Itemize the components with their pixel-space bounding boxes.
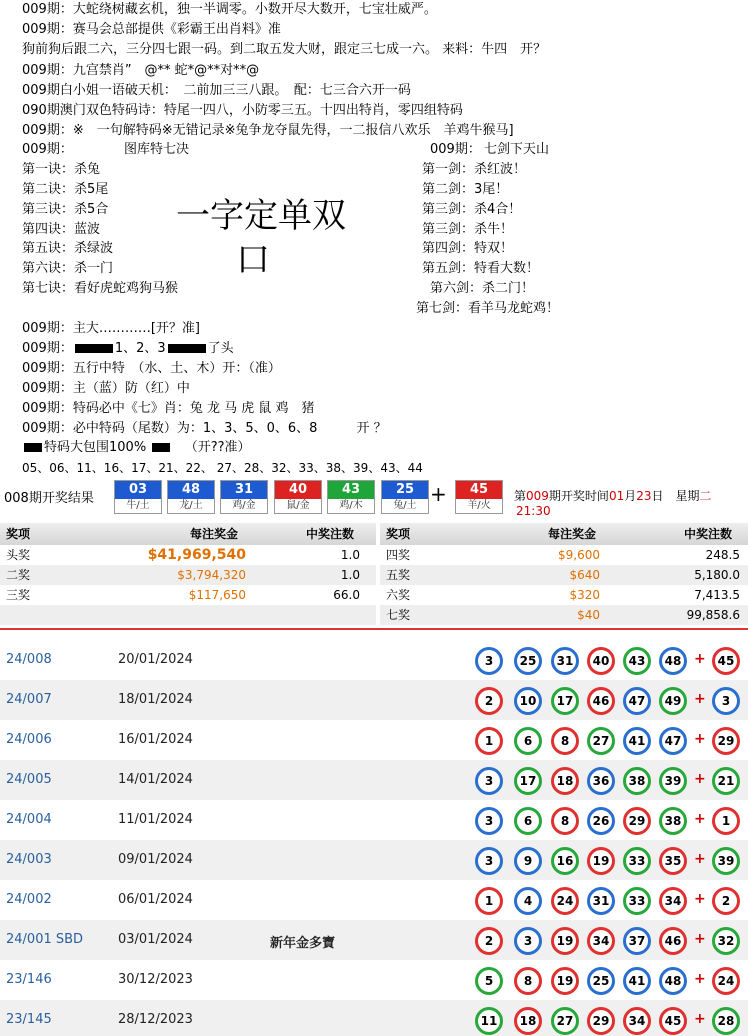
text-line-5: 009期白小姐一语破天机： 二前加三三八跟。 配：七三合六开一码: [22, 83, 411, 98]
lower-line-7-suffix: （开??准）: [184, 440, 251, 455]
number-ball: 36: [587, 767, 615, 795]
draw-date: 18/01/2024: [118, 692, 193, 707]
lower-line-8: 05、06、11、16、17、21、22、 27、28、32、33、38、39、43、44: [22, 461, 423, 475]
result-ball-number: 43: [328, 481, 374, 499]
left-col-item: 第六诀：杀一门: [22, 261, 114, 276]
text-line-1: 009期：大蛇绕树藏玄机，独一半调零。小数开尽大数开，七宝壮威严。: [22, 2, 437, 17]
prize-name: 七奖: [386, 608, 411, 622]
history-row[interactable]: [0, 640, 748, 680]
number-ball: 26: [587, 807, 615, 835]
number-ball: 3: [514, 927, 542, 955]
prize-name: 头奖: [6, 548, 31, 562]
draw-id: 24/008: [6, 652, 52, 667]
number-ball: 27: [587, 727, 615, 755]
plus-sign: +: [694, 691, 706, 707]
number-ball: 19: [587, 847, 615, 875]
number-ball: 47: [659, 727, 687, 755]
draw-date: 14/01/2024: [118, 772, 193, 787]
result-special-ball: [455, 480, 503, 514]
right-col-item: 第三剑：杀4合！: [422, 202, 522, 217]
right-col-item: 第三剑：杀牛！: [422, 222, 514, 237]
lower-line-5: 009期：特码必中《七》肖：兔 龙 马 虎 鼠 鸡 猪: [22, 401, 315, 416]
draw-date: 20/01/2024: [118, 652, 193, 667]
draw-id: 24/002: [6, 892, 52, 907]
header-prize: 奖项: [386, 527, 411, 541]
prize-row: [0, 545, 748, 565]
result-bar-label: 008期开奖结果: [4, 491, 94, 506]
draw-id: 24/007: [6, 692, 52, 707]
result-ball-zodiac: 鸡/木: [328, 499, 374, 513]
left-col-item: 第一诀：杀兔: [22, 162, 101, 177]
special-ball: 32: [712, 927, 740, 955]
center-big-line2: 口: [236, 240, 270, 280]
number-ball: 3: [475, 767, 503, 795]
number-ball: 38: [623, 767, 651, 795]
number-ball: 33: [623, 887, 651, 915]
number-ball: 25: [587, 967, 615, 995]
text-line-2: 009期：赛马会总部提供《彩霸王出肖料》准: [22, 22, 281, 37]
number-ball: 6: [514, 727, 542, 755]
result-ball-zodiac: 鼠/金: [275, 499, 321, 513]
special-ball: 21: [712, 767, 740, 795]
prize-count: 248.5: [705, 548, 740, 562]
text-line-7: 009期：※ 一句解特码※无错记录※兔争龙夺鼠先得，一二报信八欢乐 羊鸡牛猴马]: [22, 123, 514, 138]
lower-line-2-numbers: 1、2、3: [114, 341, 166, 356]
prize-count: 1.0: [340, 568, 360, 582]
result-ball: [327, 480, 375, 514]
number-ball: 17: [551, 687, 579, 715]
lower-line-7: [22, 438, 251, 458]
number-ball: 10: [514, 687, 542, 715]
result-ball-number: 25: [382, 481, 428, 499]
right-col-item: 第六剑：杀二门！: [430, 281, 535, 296]
redaction-bar: [168, 344, 206, 353]
number-ball: 40: [587, 647, 615, 675]
plus-sign: +: [430, 482, 447, 506]
prize-amount: $40: [577, 608, 600, 622]
plus-sign: +: [694, 891, 706, 907]
info-text: 期开奖时间: [548, 489, 609, 503]
number-ball: 3: [475, 847, 503, 875]
prize-name: 六奖: [386, 588, 411, 602]
number-ball: 27: [551, 1007, 579, 1035]
right-col-issue: 009期：: [430, 142, 481, 157]
number-ball: 33: [623, 847, 651, 875]
text-line-3: 狗前狗后跟二六，三分四七跟一码。到二取五发大财，跟定三七成一六。 来料：牛四 开？: [22, 42, 547, 57]
draw-date: 28/12/2023: [118, 1012, 193, 1027]
prize-table-header: [0, 523, 748, 545]
prize-row: [0, 585, 748, 605]
header-amount: 每注奖金: [548, 527, 597, 541]
number-ball: 6: [514, 807, 542, 835]
draw-result-bar: [0, 478, 748, 516]
number-ball: 29: [623, 807, 651, 835]
center-big-line1: 一字定单双: [176, 196, 346, 236]
prize-count: 66.0: [333, 588, 360, 602]
header-amount: 每注奖金: [190, 527, 239, 541]
number-ball: 46: [587, 687, 615, 715]
number-ball: 8: [514, 967, 542, 995]
info-weekday: 二: [699, 489, 712, 503]
header-count: 中奖注数: [684, 527, 733, 541]
number-ball: 3: [475, 647, 503, 675]
number-ball: 19: [551, 927, 579, 955]
prize-amount: $117,650: [188, 588, 246, 602]
number-ball: 11: [475, 1007, 503, 1035]
draw-id: 24/004: [6, 812, 52, 827]
result-ball: [167, 480, 215, 514]
draw-id: 24/001 SBD: [6, 932, 84, 947]
result-ball-zodiac: 鸡/金: [221, 499, 267, 513]
draw-id: 23/146: [6, 972, 52, 987]
header-count: 中奖注数: [306, 527, 355, 541]
plus-sign: +: [694, 931, 706, 947]
draw-history-list: [0, 628, 748, 1036]
info-issue: 009: [526, 489, 549, 503]
redaction-bar: [24, 443, 42, 452]
right-col-item: 第四剑：特双！: [422, 241, 514, 256]
prize-count: 1.0: [340, 548, 360, 562]
left-col-issue: 009期：: [22, 142, 73, 157]
left-col-item: 第七诀：看好虎蛇鸡狗马猴: [22, 281, 179, 296]
number-ball: 19: [551, 967, 579, 995]
number-ball: 25: [514, 647, 542, 675]
special-ball: 3: [712, 687, 740, 715]
number-ball: 31: [551, 647, 579, 675]
left-col-title: 图库特七决: [124, 142, 190, 157]
history-row[interactable]: [0, 800, 748, 840]
number-ball: 8: [551, 727, 579, 755]
left-col-item: 第五诀：杀绿波: [22, 241, 114, 256]
number-ball: 2: [475, 687, 503, 715]
result-ball-number: 31: [221, 481, 267, 499]
prize-name: 四奖: [386, 548, 411, 562]
prize-amount: $320: [569, 588, 600, 602]
number-ball: 37: [623, 927, 651, 955]
number-ball: 29: [587, 1007, 615, 1035]
info-text: 月: [624, 489, 637, 503]
number-ball: 1: [475, 727, 503, 755]
prediction-text-block: [0, 0, 748, 478]
result-ball-zodiac: 羊/火: [456, 499, 502, 513]
info-time: 21:30: [516, 504, 551, 518]
draw-date: 06/01/2024: [118, 892, 193, 907]
number-ball: 48: [659, 647, 687, 675]
number-ball: 8: [551, 807, 579, 835]
number-ball: 18: [514, 1007, 542, 1035]
text-line-6: 090期澳门双色特码诗：特尾一四八，小防零三五。十四出特肖，零四组特码: [22, 103, 463, 118]
number-ball: 3: [475, 807, 503, 835]
result-ball-zodiac: 兔/土: [382, 499, 428, 513]
draw-id: 24/003: [6, 852, 52, 867]
history-row[interactable]: [0, 880, 748, 920]
number-ball: 1: [475, 887, 503, 915]
number-ball: 5: [475, 967, 503, 995]
draw-id: 24/006: [6, 732, 52, 747]
plus-sign: +: [694, 771, 706, 787]
number-ball: 17: [514, 767, 542, 795]
result-ball-number: 48: [168, 481, 214, 499]
plus-sign: +: [694, 731, 706, 747]
table-divider: [376, 523, 380, 629]
number-ball: 46: [659, 927, 687, 955]
number-ball: 34: [659, 887, 687, 915]
header-prize: 奖项: [6, 527, 31, 541]
left-col-item: 第三诀：杀5合: [22, 202, 109, 217]
prize-count: 99,858.6: [686, 608, 740, 622]
result-ball-zodiac: 龙/土: [168, 499, 214, 513]
result-ball-zodiac: 牛/土: [115, 499, 161, 513]
right-col-item: 第七剑：看羊马龙蛇鸡！: [416, 301, 560, 316]
lower-line-1: 009期：主大…………[开？准]: [22, 321, 200, 336]
right-col-title: 七剑下天山: [484, 142, 550, 157]
number-ball: 45: [659, 1007, 687, 1035]
redaction-bar: [75, 344, 113, 353]
prize-count: 5,180.0: [694, 568, 740, 582]
prize-amount: $41,969,540: [147, 547, 246, 563]
plus-sign: +: [694, 651, 706, 667]
info-text: 日 星期: [651, 489, 700, 503]
result-ball: [274, 480, 322, 514]
prize-count: 7,413.5: [694, 588, 740, 602]
result-ball: [381, 480, 429, 514]
special-ball: 45: [712, 647, 740, 675]
special-ball: 2: [712, 887, 740, 915]
result-ball: [220, 480, 268, 514]
number-ball: 34: [623, 1007, 651, 1035]
special-ball: 29: [712, 727, 740, 755]
prize-row: [0, 605, 748, 625]
history-row[interactable]: [0, 680, 748, 720]
number-ball: 39: [659, 767, 687, 795]
draw-extra: 新年金多寶: [270, 936, 336, 951]
lower-line-4: 009期：主（蓝）防（红）中: [22, 381, 190, 396]
text-line-4: 009期：九宫禁肖” @** 蛇*@**对**@: [22, 63, 260, 78]
result-ball-number: 40: [275, 481, 321, 499]
prize-row: [0, 565, 748, 585]
result-ball-number: 45: [456, 481, 502, 499]
prize-name: 五奖: [386, 568, 411, 582]
right-col-item: 第一剑：杀红波！: [422, 162, 527, 177]
number-ball: 18: [551, 767, 579, 795]
info-text: 第: [514, 489, 527, 503]
prize-name: 二奖: [6, 568, 31, 582]
number-ball: 41: [623, 727, 651, 755]
number-ball: 4: [514, 887, 542, 915]
prize-amount: $640: [569, 568, 600, 582]
result-ball: [114, 480, 162, 514]
special-ball: 39: [712, 847, 740, 875]
right-col-item: 第二剑：3尾！: [422, 182, 509, 197]
draw-date: 03/01/2024: [118, 932, 193, 947]
history-row[interactable]: [0, 720, 748, 760]
number-ball: 49: [659, 687, 687, 715]
history-row[interactable]: [0, 960, 748, 1000]
draw-date: 16/01/2024: [118, 732, 193, 747]
info-day: 23: [636, 489, 652, 503]
plus-sign: +: [694, 851, 706, 867]
lower-line-3: 009期：五行中特 （水、土、木）开：（准）: [22, 361, 281, 376]
history-row[interactable]: [0, 920, 748, 960]
next-draw-info: [514, 487, 748, 518]
prize-amount: $3,794,320: [177, 568, 246, 582]
plus-sign: +: [694, 811, 706, 827]
plus-sign: +: [694, 1011, 706, 1027]
plus-sign: +: [694, 971, 706, 987]
prize-name: 三奖: [6, 588, 31, 602]
number-ball: 9: [514, 847, 542, 875]
draw-date: 09/01/2024: [118, 852, 193, 867]
prize-amount: $9,600: [558, 548, 600, 562]
left-col-item: 第二诀：杀5尾: [22, 182, 109, 197]
draw-date: 30/12/2023: [118, 972, 193, 987]
number-ball: 41: [623, 967, 651, 995]
number-ball: 38: [659, 807, 687, 835]
redaction-bar: [152, 443, 170, 452]
lower-line-2-suffix: 了头: [207, 341, 234, 356]
prize-table: [0, 523, 748, 629]
draw-id: 24/005: [6, 772, 52, 787]
special-ball: 24: [712, 967, 740, 995]
number-ball: 16: [551, 847, 579, 875]
lower-line-2: [22, 339, 234, 359]
lower-line-2-prefix: 009期：: [22, 341, 73, 356]
history-row[interactable]: [0, 1000, 748, 1036]
number-ball: 47: [623, 687, 651, 715]
left-col-item: 第四诀：蓝波: [22, 222, 101, 237]
number-ball: 48: [659, 967, 687, 995]
draw-id: 23/145: [6, 1012, 52, 1027]
number-ball: 34: [587, 927, 615, 955]
number-ball: 2: [475, 927, 503, 955]
result-ball-number: 03: [115, 481, 161, 499]
history-row[interactable]: [0, 760, 748, 800]
lower-line-6: 009期：必中特码（尾数）为：1、3、5、0、6、8 开 ？: [22, 421, 387, 436]
right-col-item: 第五剑：特看大数！: [422, 261, 540, 276]
lower-line-7-main: 特码大包围100%: [44, 440, 147, 455]
history-row[interactable]: [0, 840, 748, 880]
number-ball: 43: [623, 647, 651, 675]
number-ball: 35: [659, 847, 687, 875]
special-ball: 28: [712, 1007, 740, 1035]
special-ball: 1: [712, 807, 740, 835]
number-ball: 24: [551, 887, 579, 915]
info-month: 01: [608, 489, 625, 503]
draw-date: 11/01/2024: [118, 812, 193, 827]
number-ball: 31: [587, 887, 615, 915]
